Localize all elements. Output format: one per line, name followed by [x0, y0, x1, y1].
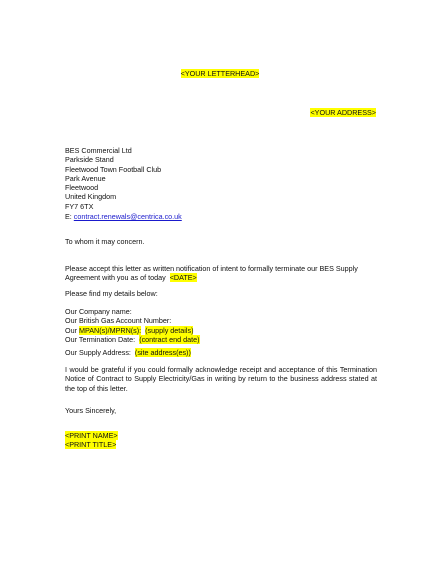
sender-address-text: <YOUR ADDRESS> [310, 108, 376, 117]
termination-placeholder: (contract end date) [139, 334, 200, 344]
notice-line-2 [65, 273, 377, 282]
email-link[interactable]: contract.renewals@centrica.co.uk [73, 212, 182, 221]
details-intro: Please find my details below: [65, 289, 158, 298]
letterhead-text: <YOUR LETTERHEAD> [180, 69, 260, 78]
mpan-label: MPAN(s)/MPRN(s): [78, 325, 142, 335]
recipient-line: Park Avenue [65, 173, 106, 183]
termination-line [65, 335, 377, 344]
print-title-placeholder: <PRINT TITLE> [65, 440, 117, 450]
recipient-line: Fleetwood [65, 183, 99, 193]
sender-address-placeholder [310, 108, 376, 117]
letterhead-placeholder [0, 69, 440, 78]
recipient-line: FY7 6TX [65, 201, 94, 211]
mpan-line [65, 326, 377, 335]
recipient-address [65, 146, 161, 211]
date-placeholder: <DATE> [169, 273, 197, 283]
email-label: E: [65, 212, 72, 221]
recipient-line: BES Commercial Ltd [65, 146, 132, 155]
recipient-line: United Kingdom [65, 192, 117, 202]
company-name-label: Our Company name: [65, 307, 132, 316]
notice-line-1: Please accept this letter as written notification of intent to formally terminate our BES Supply [65, 264, 358, 273]
gas-account-label: Our British Gas Account Number: [65, 316, 172, 326]
mpan-prefix: Our [65, 325, 77, 335]
details-block [65, 307, 377, 344]
notice-line-2-text: Agreement with you as of today [65, 273, 166, 283]
termination-label: Our Termination Date: [65, 334, 136, 344]
notice-paragraph [65, 264, 377, 283]
closing-paragraph: I would be grateful if you could formally acknowledge receipt and acceptance of this Termination Notice of Contract to Supply Electricity/Gas in writing by return to the business address stated at the top of this letter. [65, 365, 377, 393]
supply-address-line [65, 348, 377, 357]
salutation: To whom it may concern. [65, 237, 145, 246]
recipient-line: Parkside Stand [65, 155, 114, 165]
supply-address-placeholder: (site address(es)) [134, 348, 191, 357]
signoff: Yours Sincerely, [65, 406, 117, 415]
email-line [65, 212, 182, 221]
signature-block [65, 431, 377, 450]
supply-address-label: Our Supply Address: [65, 348, 131, 357]
print-name-placeholder: <PRINT NAME> [65, 431, 118, 440]
mpan-placeholder: (supply details) [145, 325, 194, 335]
recipient-line: Fleetwood Town Football Club [65, 164, 162, 174]
